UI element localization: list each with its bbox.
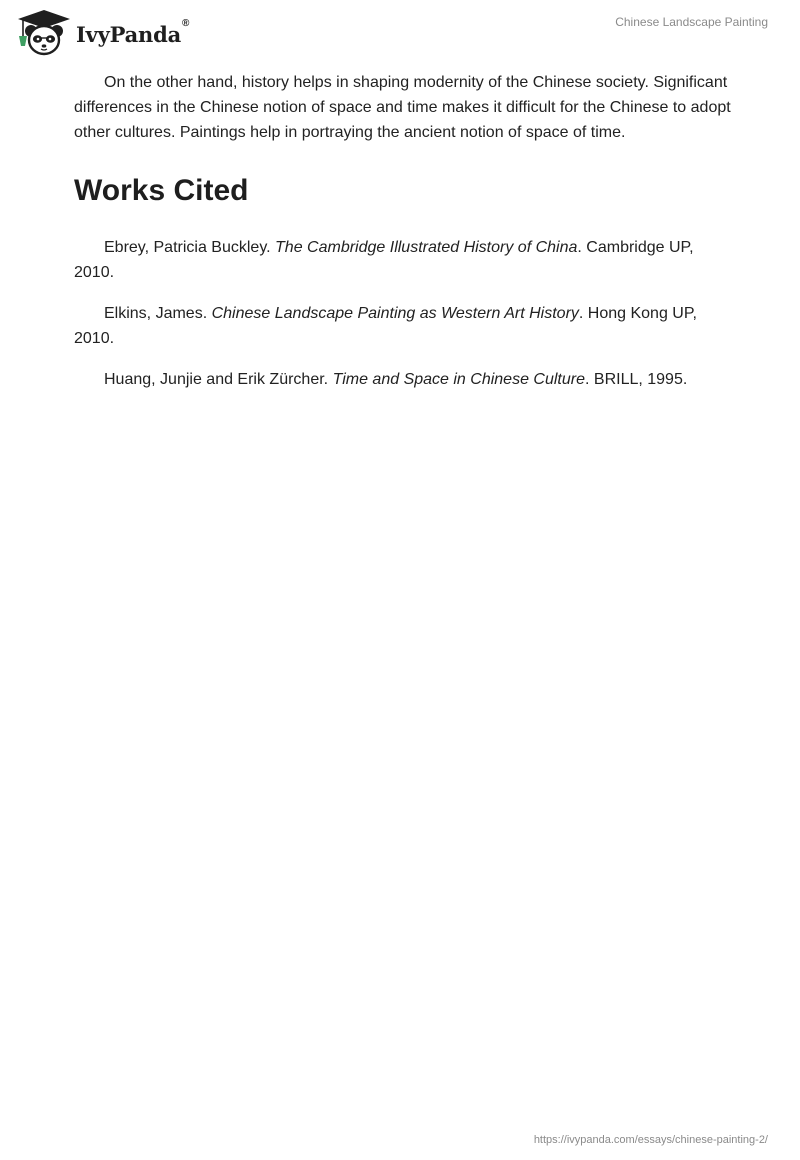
citation-title: Chinese Landscape Painting as Western Art History	[211, 305, 579, 322]
citation-publisher: . Cambridge UP, 2010.	[74, 239, 694, 281]
panda-mascot-icon	[14, 8, 74, 58]
running-title: Chinese Landscape Painting	[615, 15, 768, 29]
source-url-link[interactable]: https://ivypanda.com/essays/chinese-painting-2/	[533, 1134, 768, 1146]
works-cited-heading: Works Cited	[74, 174, 249, 207]
citation-publisher: . BRILL, 1995.	[585, 371, 688, 388]
registered-mark: ®	[182, 17, 190, 29]
citation-author: Ebrey, Patricia Buckley.	[104, 239, 276, 256]
body-paragraph: On the other hand, history helps in shaping modernity of the Chinese society. Significant differences in the Chinese notion of space and time makes it difficult for the Chinese to adopt other cultures. Paintings help in portraying the ancient notion of space of time.	[74, 74, 731, 141]
citation-author: Elkins, James.	[104, 305, 212, 322]
citation-author: Huang, Junjie and Erik Zürcher.	[104, 371, 333, 388]
citation-title: The Cambridge Illustrated History of China	[275, 239, 578, 256]
citation-entry	[74, 367, 734, 392]
logo-wordmark: IvyPanda®	[76, 17, 190, 47]
citation-publisher: . Hong Kong UP, 2010.	[74, 305, 697, 347]
page-header	[0, 0, 800, 60]
works-cited-list	[74, 235, 734, 392]
document-content	[74, 70, 734, 408]
ivypanda-logo[interactable]	[14, 8, 189, 58]
citation-title: Time and Space in Chinese Culture	[332, 371, 585, 388]
citation-entry	[74, 301, 734, 351]
citation-entry	[74, 235, 734, 285]
